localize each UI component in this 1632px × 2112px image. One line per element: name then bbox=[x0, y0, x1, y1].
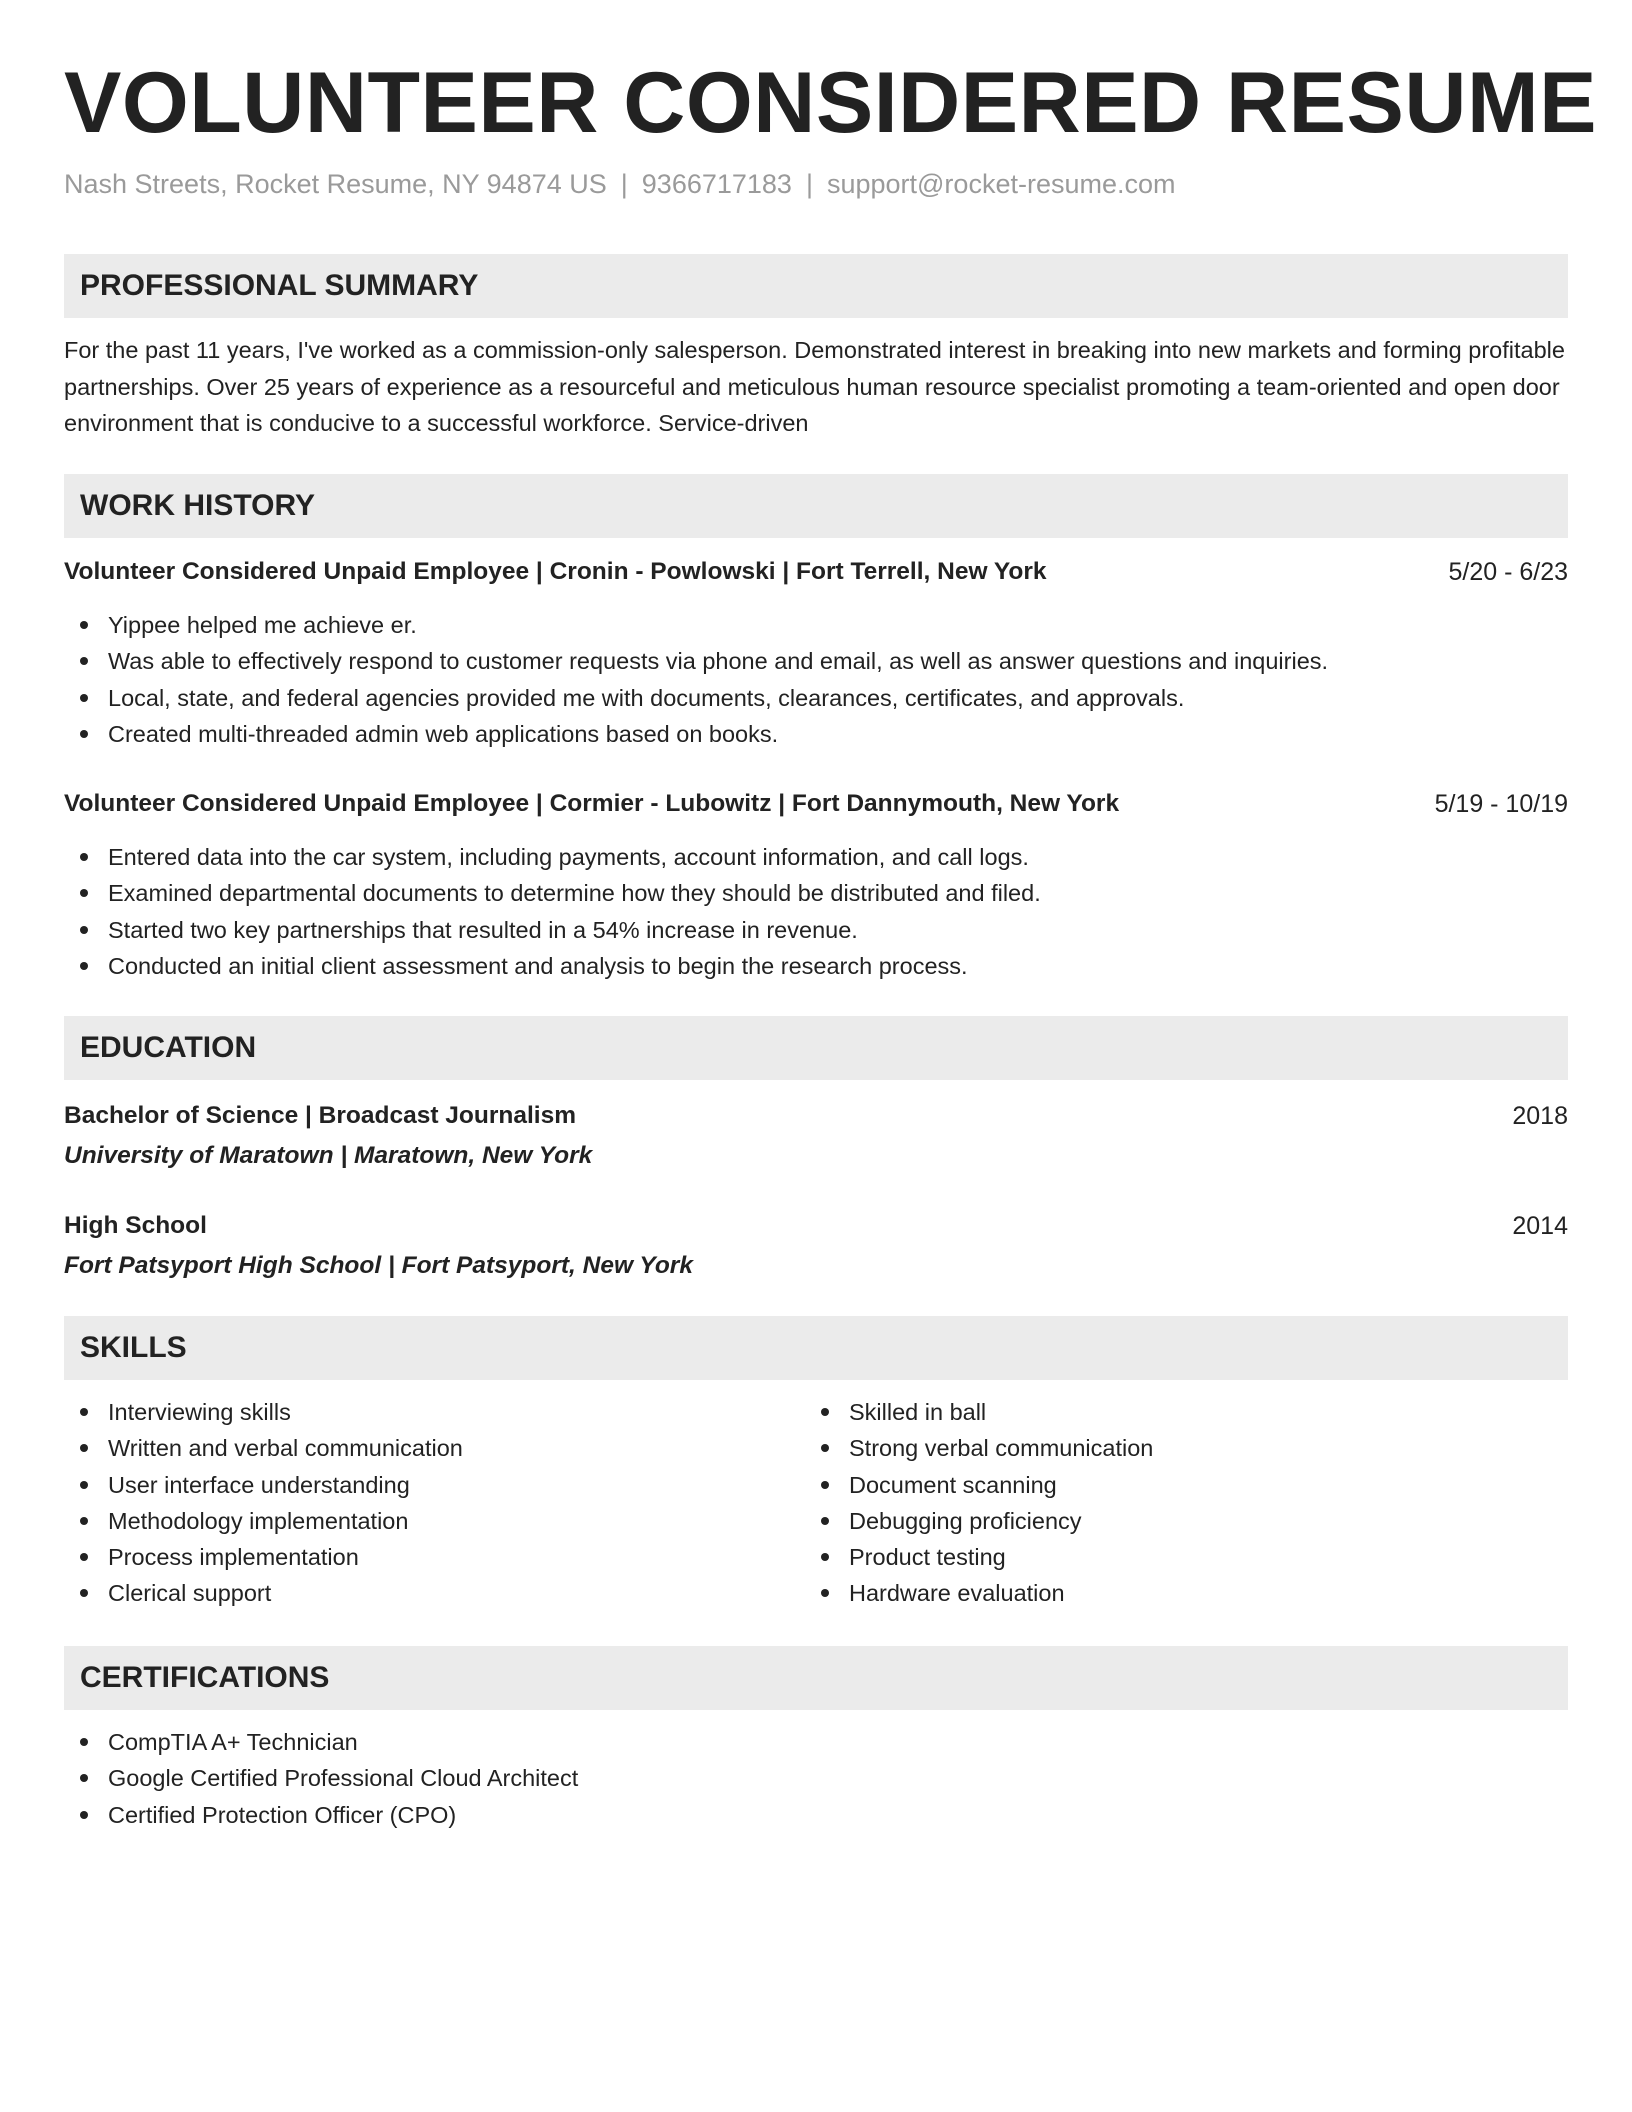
certifications-section bbox=[64, 1646, 1568, 1833]
education-year: 2014 bbox=[1512, 1212, 1568, 1240]
skill-text: Written and verbal communication bbox=[108, 1435, 463, 1462]
education-section bbox=[64, 1016, 1568, 1286]
skill-text: Skilled in ball bbox=[849, 1399, 987, 1425]
skills-list-right bbox=[805, 1394, 1153, 1612]
skill-text: Clerical support bbox=[108, 1580, 272, 1607]
bullet-dot bbox=[821, 1481, 829, 1489]
bullet-dot bbox=[821, 1517, 829, 1525]
bullet-dot bbox=[80, 853, 88, 861]
job-title: Volunteer Considered Unpaid Employee | Cormier - Lubowitz | Fort Dannymouth, New York bbox=[64, 790, 1120, 818]
skill-item bbox=[805, 1467, 1153, 1503]
skill-item bbox=[64, 1575, 463, 1611]
bullet-dot bbox=[80, 926, 88, 934]
bullet-dot bbox=[80, 889, 88, 897]
bullet-dot bbox=[80, 1408, 88, 1416]
education-heading: EDUCATION bbox=[64, 1016, 1568, 1080]
skill-item bbox=[805, 1503, 1153, 1539]
certification-item bbox=[64, 1797, 1568, 1833]
job-bullet-text: Created multi-threaded admin web applications based on books. bbox=[108, 720, 779, 747]
bullet-dot bbox=[80, 1517, 88, 1525]
skill-text: Hardware evaluation bbox=[849, 1580, 1065, 1607]
job-bullet-text: Was able to effectively respond to customer requests via phone and email, as well as answer questions and inquiries. bbox=[108, 648, 1329, 675]
skill-item bbox=[64, 1467, 463, 1503]
job-bullet bbox=[64, 716, 1568, 752]
job-bullet-text: Conducted an initial client assessment and analysis to begin the research process. bbox=[108, 953, 968, 980]
certification-item bbox=[64, 1760, 1568, 1796]
resume-title: VOLUNTEER CONSIDERED RESUME bbox=[64, 55, 1597, 151]
bullet-dot bbox=[821, 1408, 829, 1416]
skill-item bbox=[805, 1430, 1153, 1466]
job-bullet bbox=[64, 948, 1568, 984]
job-title: Volunteer Considered Unpaid Employee | Cronin - Powlowski | Fort Terrell, New York bbox=[64, 558, 1047, 585]
bullet-dot bbox=[80, 1738, 88, 1746]
job-dates: 5/19 - 10/19 bbox=[1434, 790, 1568, 819]
contact-address: Nash Streets, Rocket Resume, NY 94874 US bbox=[64, 169, 607, 199]
summary-section bbox=[64, 254, 1568, 442]
bullet-dot bbox=[80, 1481, 88, 1489]
job-title-row bbox=[64, 786, 1568, 822]
bullet-dot bbox=[80, 730, 88, 738]
education-school: Fort Patsyport High School | Fort Patsyport, New York bbox=[64, 1252, 693, 1279]
job-bullet bbox=[64, 839, 1568, 875]
job-bullet bbox=[64, 643, 1568, 679]
education-entry bbox=[64, 1096, 1568, 1176]
summary-heading: PROFESSIONAL SUMMARY bbox=[64, 254, 1568, 318]
certification-text: Google Certified Professional Cloud Architect bbox=[108, 1765, 579, 1792]
bullet-dot bbox=[821, 1444, 829, 1452]
job-bullet bbox=[64, 607, 1568, 643]
skill-item bbox=[64, 1539, 463, 1575]
contact-separator: | bbox=[620, 169, 628, 199]
job-bullet-text: Local, state, and federal agencies provided me with documents, clearances, certificates, and approvals. bbox=[108, 684, 1185, 711]
contact-separator: | bbox=[805, 169, 813, 199]
skill-text: Interviewing skills bbox=[108, 1399, 291, 1425]
education-degree-row bbox=[64, 1096, 1568, 1136]
skills-list-left bbox=[64, 1394, 463, 1612]
certification-text: Certified Protection Officer (CPO) bbox=[108, 1801, 457, 1828]
skills-heading: SKILLS bbox=[64, 1316, 1568, 1380]
education-degree-row bbox=[64, 1206, 1568, 1246]
skill-item bbox=[64, 1503, 463, 1539]
bullet-dot bbox=[80, 657, 88, 665]
bullet-dot bbox=[80, 1589, 88, 1597]
job-bullet bbox=[64, 875, 1568, 911]
bullet-dot bbox=[821, 1553, 829, 1561]
contact-email: support@rocket-resume.com bbox=[826, 169, 1176, 199]
bullet-dot bbox=[80, 1553, 88, 1561]
job-dates: 5/20 - 6/23 bbox=[1448, 558, 1568, 586]
skill-text: Methodology implementation bbox=[108, 1507, 409, 1534]
work-history-section bbox=[64, 474, 1568, 984]
certification-text: CompTIA A+ Technician bbox=[108, 1729, 358, 1755]
bullet-dot bbox=[80, 1444, 88, 1452]
bullet-dot bbox=[80, 1811, 88, 1819]
skill-text: Product testing bbox=[849, 1544, 1006, 1571]
education-year: 2018 bbox=[1512, 1102, 1568, 1130]
education-school: University of Maratown | Maratown, New York bbox=[64, 1142, 593, 1169]
job-bullet bbox=[64, 912, 1568, 948]
certifications-list bbox=[64, 1724, 1568, 1833]
job-bullet-text: Examined departmental documents to determine how they should be distributed and filed. bbox=[108, 880, 1041, 907]
job-bullets bbox=[64, 839, 1568, 984]
job-bullet-text: Yippee helped me achieve er. bbox=[108, 612, 417, 638]
education-degree: High School bbox=[64, 1212, 207, 1239]
job-bullet-text: Started two key partnerships that resulted in a 54% increase in revenue. bbox=[108, 916, 858, 943]
bullet-dot bbox=[80, 962, 88, 970]
job-entry bbox=[64, 786, 1568, 984]
skill-item bbox=[805, 1575, 1153, 1611]
skills-section bbox=[64, 1316, 1568, 1624]
education-entry bbox=[64, 1206, 1568, 1286]
skill-text: User interface understanding bbox=[108, 1471, 410, 1498]
work-history-heading: WORK HISTORY bbox=[64, 474, 1568, 538]
skill-item bbox=[64, 1394, 463, 1430]
job-title-row bbox=[64, 554, 1568, 590]
contact-phone: 9366717183 bbox=[641, 169, 792, 199]
skill-item bbox=[64, 1430, 463, 1466]
skills-columns bbox=[64, 1394, 1568, 1624]
skill-text: Document scanning bbox=[849, 1471, 1057, 1498]
summary-text: For the past 11 years, I've worked as a commission-only salesperson. Demonstrated interest in breaking into new markets and forming profitable partnerships. Over 25 years of experience as a resourceful and meticulous human resource specialist promoting a team-oriented and open door environment that is conducive to a successful workforce. Service-driven bbox=[64, 337, 1565, 436]
bullet-dot bbox=[80, 621, 88, 629]
bullet-dot bbox=[80, 694, 88, 702]
job-bullets bbox=[64, 607, 1568, 752]
skill-text: Debugging proficiency bbox=[849, 1507, 1082, 1534]
certifications-heading: CERTIFICATIONS bbox=[64, 1646, 1568, 1710]
skill-text: Strong verbal communication bbox=[849, 1435, 1154, 1462]
contact-line bbox=[64, 166, 1176, 202]
job-bullet bbox=[64, 680, 1568, 716]
certification-item bbox=[64, 1724, 1568, 1760]
education-degree: Bachelor of Science | Broadcast Journalism bbox=[64, 1102, 576, 1129]
job-bullet-text: Entered data into the car system, including payments, account information, and call logs. bbox=[108, 844, 1029, 871]
skill-item bbox=[805, 1394, 1153, 1430]
bullet-dot bbox=[80, 1774, 88, 1782]
skill-item bbox=[805, 1539, 1153, 1575]
skill-text: Process implementation bbox=[108, 1544, 359, 1571]
bullet-dot bbox=[821, 1589, 829, 1597]
job-entry bbox=[64, 554, 1568, 752]
